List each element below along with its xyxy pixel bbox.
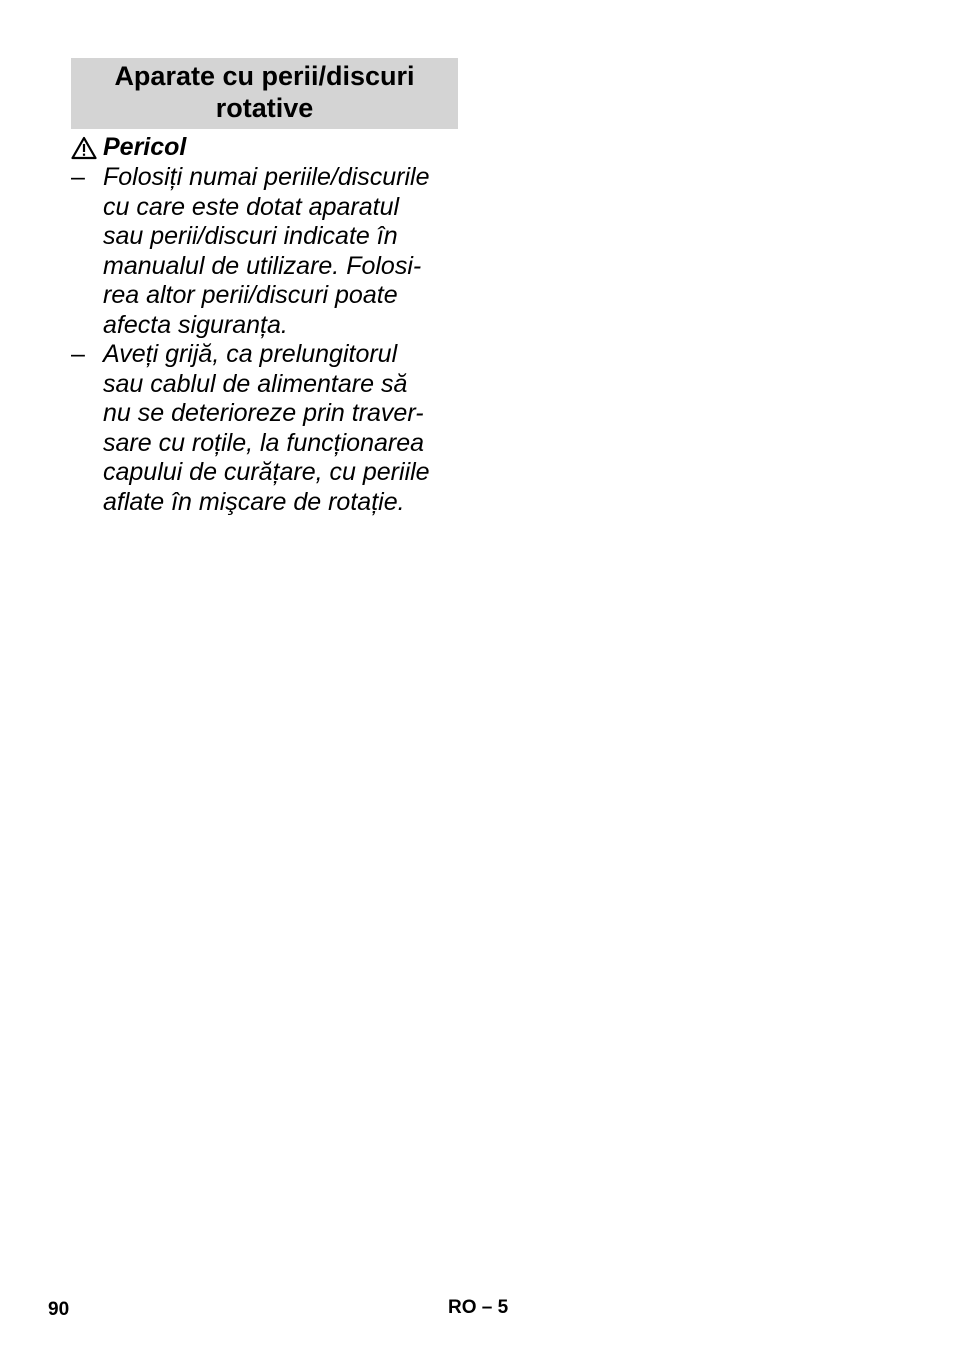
warning-label: Pericol bbox=[103, 133, 187, 161]
safety-list bbox=[71, 163, 458, 517]
list-item bbox=[71, 163, 458, 340]
list-item bbox=[71, 340, 458, 517]
list-bullet: – bbox=[71, 163, 85, 191]
warning-triangle-icon bbox=[71, 136, 97, 160]
content-column bbox=[71, 58, 458, 517]
list-item-text: Folosiți numai periile/discurile cu care este dotat aparatul sau perii/discuri indicate în manualul de utilizare. Folosi- rea altor perii/discuri poate afecta siguranța. bbox=[103, 163, 430, 339]
warning-notice bbox=[71, 133, 458, 162]
list-bullet: – bbox=[71, 340, 85, 368]
section-heading: Aparate cu perii/discuri rotative bbox=[71, 58, 458, 129]
page-number: 90 bbox=[48, 1299, 70, 1320]
list-item-text: Aveți grijă, ca prelungitorul sau cablul de alimentare să nu se deterioreze prin traver- sare cu roțile, la funcționarea capului de curățare, cu periile aflate în mişcare de rotație. bbox=[103, 340, 430, 516]
section-page-label: RO – 5 bbox=[448, 1297, 509, 1318]
